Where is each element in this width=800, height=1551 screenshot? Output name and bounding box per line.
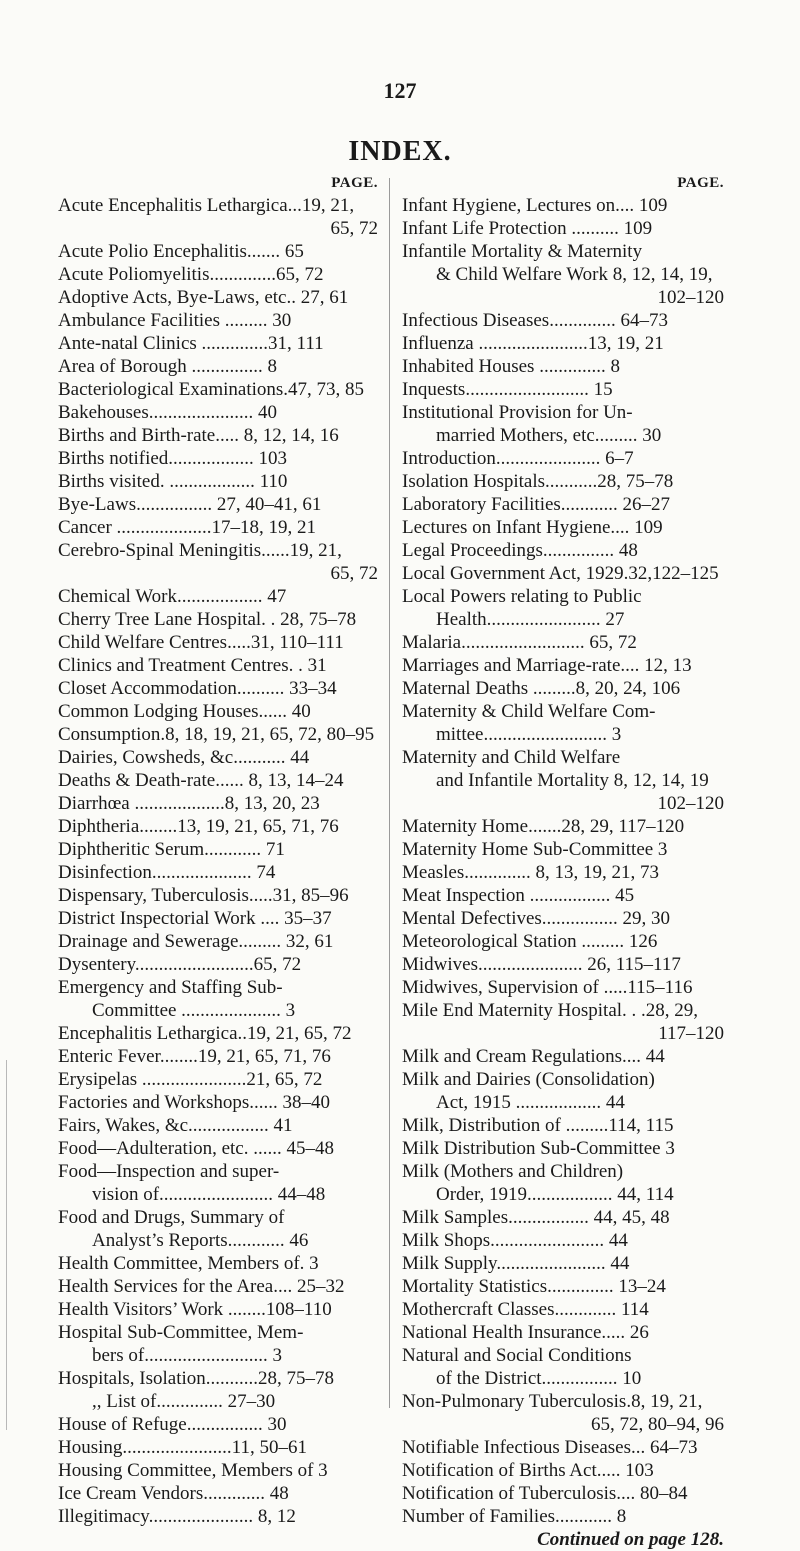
index-entry: Maternal Deaths .........8, 20, 24, 106 bbox=[402, 678, 681, 699]
index-entry: Influenza .......................13, 19, 21 bbox=[402, 333, 664, 354]
index-entry: Mile End Maternity Hospital. . .28, 29, bbox=[402, 1000, 699, 1021]
index-entry: married Mothers, etc......... 30 bbox=[436, 425, 662, 446]
index-entry: Births and Birth-rate..... 8, 12, 14, 16 bbox=[58, 425, 339, 446]
index-entry: Health Committee, Members of. 3 bbox=[58, 1253, 319, 1274]
index-entry: Births notified.................. 103 bbox=[58, 448, 288, 469]
index-entry: Housing Committee, Members of 3 bbox=[58, 1460, 328, 1481]
index-entry: Milk Shops........................ 44 bbox=[402, 1230, 628, 1251]
page-column-header: PAGE. bbox=[677, 175, 724, 191]
index-entry: Milk Samples................. 44, 45, 48 bbox=[402, 1207, 670, 1228]
index-entry: Consumption.8, 18, 19, 21, 65, 72, 80–95 bbox=[58, 724, 375, 745]
index-entry: Lectures on Infant Hygiene.... 109 bbox=[402, 517, 663, 538]
index-entry: Milk Supply....................... 44 bbox=[402, 1253, 630, 1274]
index-entry: Notification of Tuberculosis.... 80–84 bbox=[402, 1483, 688, 1504]
index-entry: Institutional Provision for Un- bbox=[402, 402, 633, 423]
index-entry: Diphtheria........13, 19, 21, 65, 71, 76 bbox=[58, 816, 339, 837]
index-entry: Inhabited Houses .............. 8 bbox=[402, 356, 620, 377]
index-entry: Acute Poliomyelitis..............65, 72 bbox=[58, 264, 324, 285]
index-entry: Chemical Work.................. 47 bbox=[58, 586, 287, 607]
index-entry: House of Refuge................ 30 bbox=[58, 1414, 287, 1435]
page-number: 127 bbox=[383, 78, 417, 103]
index-entry: Bye-Laws................ 27, 40–41, 61 bbox=[58, 494, 322, 515]
index-entry: Dysentery.........................65, 72 bbox=[58, 954, 302, 975]
index-entry: & Child Welfare Work 8, 12, 14, 19, bbox=[436, 264, 713, 285]
index-entry: Local Government Act, 1929.32,122–125 bbox=[402, 563, 719, 584]
index-entry: 102–120 bbox=[657, 793, 724, 814]
right-entries bbox=[402, 194, 724, 1528]
index-entry: Acute Encephalitis Lethargica...19, 21, bbox=[58, 195, 355, 216]
index-column-left bbox=[58, 172, 378, 1528]
index-entry: Diphtheritic Serum............ 71 bbox=[58, 839, 285, 860]
index-entry: Legal Proceedings............... 48 bbox=[402, 540, 638, 561]
index-entry: National Health Insurance..... 26 bbox=[402, 1322, 649, 1343]
index-entry: Natural and Social Conditions bbox=[402, 1345, 632, 1366]
index-entry: Milk (Mothers and Children) bbox=[402, 1161, 624, 1182]
index-entry: Ambulance Facilities ......... 30 bbox=[58, 310, 292, 331]
index-entry: Isolation Hospitals...........28, 75–78 bbox=[402, 471, 674, 492]
index-entry: Common Lodging Houses...... 40 bbox=[58, 701, 311, 722]
index-entry: Bakehouses...................... 40 bbox=[58, 402, 278, 423]
index-entry: Hospital Sub-Committee, Mem- bbox=[58, 1322, 304, 1343]
index-entry: Meteorological Station ......... 126 bbox=[402, 931, 658, 952]
index-entry: Adoptive Acts, Bye-Laws, etc.. 27, 61 bbox=[58, 287, 349, 308]
index-entry: mittee.......................... 3 bbox=[436, 724, 622, 745]
index-entry: Milk Distribution Sub-Committee 3 bbox=[402, 1138, 675, 1159]
index-entry: of the District................ 10 bbox=[436, 1368, 642, 1389]
index-entry: Mothercraft Classes............. 114 bbox=[402, 1299, 649, 1320]
index-entry: Births visited. .................. 110 bbox=[58, 471, 288, 492]
index-entry: Clinics and Treatment Centres. . 31 bbox=[58, 655, 327, 676]
index-entry: Milk and Cream Regulations.... 44 bbox=[402, 1046, 665, 1067]
index-entry: Number of Families............ 8 bbox=[402, 1506, 627, 1527]
index-entry: vision of........................ 44–48 bbox=[92, 1184, 326, 1205]
index-entry: Mortality Statistics.............. 13–24 bbox=[402, 1276, 666, 1297]
index-entry: Bacteriological Examinations.47, 73, 85 bbox=[58, 379, 365, 400]
index-entry: Emergency and Staffing Sub- bbox=[58, 977, 283, 998]
index-entry: Area of Borough ............... 8 bbox=[58, 356, 277, 377]
index-entry: Infant Life Protection .......... 109 bbox=[402, 218, 653, 239]
continued-note: Continued on page 128. bbox=[537, 1529, 724, 1550]
index-entry: Introduction...................... 6–7 bbox=[402, 448, 634, 469]
index-entry: Dispensary, Tuberculosis.....31, 85–96 bbox=[58, 885, 349, 906]
index-entry: Encephalitis Lethargica..19, 21, 65, 72 bbox=[58, 1023, 352, 1044]
index-entry: Infantile Mortality & Maternity bbox=[402, 241, 643, 262]
index-entry: Maternity and Child Welfare bbox=[402, 747, 621, 768]
index-entry: Midwives, Supervision of .....115–116 bbox=[402, 977, 693, 998]
index-entry: 65, 72, 80–94, 96 bbox=[591, 1414, 724, 1435]
index-entry: Health........................ 27 bbox=[436, 609, 625, 630]
index-entry: Infectious Diseases.............. 64–73 bbox=[402, 310, 668, 331]
index-entry: Food—Inspection and super- bbox=[58, 1161, 280, 1182]
index-entry: Ante-natal Clinics ..............31, 111 bbox=[58, 333, 324, 354]
index-entry: Cancer ....................17–18, 19, 21 bbox=[58, 517, 317, 538]
index-entry: Malaria.......................... 65, 72 bbox=[402, 632, 637, 653]
index-entry: Housing.......................11, 50–61 bbox=[58, 1437, 307, 1458]
scan-edge-mark bbox=[6, 1060, 7, 1430]
index-entry: Meat Inspection ................. 45 bbox=[402, 885, 635, 906]
index-entry: Maternity Home Sub-Committee 3 bbox=[402, 839, 668, 860]
page-title: INDEX. bbox=[348, 136, 452, 167]
index-entry: Analyst’s Reports............ 46 bbox=[92, 1230, 309, 1251]
index-entry: Health Visitors’ Work ........108–110 bbox=[58, 1299, 332, 1320]
index-entry: Mental Defectives................ 29, 30 bbox=[402, 908, 671, 929]
index-entry: Illegitimacy...................... 8, 12 bbox=[58, 1506, 296, 1527]
left-entries bbox=[58, 194, 378, 1528]
index-entry: Hospitals, Isolation...........28, 75–78 bbox=[58, 1368, 335, 1389]
index-entry: Disinfection..................... 74 bbox=[58, 862, 276, 883]
index-entry: Food—Adulteration, etc. ...... 45–48 bbox=[58, 1138, 334, 1159]
index-entry: Fairs, Wakes, &c................. 41 bbox=[58, 1115, 293, 1136]
index-entry: 65, 72 bbox=[330, 218, 378, 239]
index-entry: Infant Hygiene, Lectures on.... 109 bbox=[402, 195, 668, 216]
index-entry: Health Services for the Area.... 25–32 bbox=[58, 1276, 345, 1297]
index-entry: Erysipelas ......................21, 65, 72 bbox=[58, 1069, 323, 1090]
index-entry: Act, 1915 .................. 44 bbox=[436, 1092, 625, 1113]
index-entry: Drainage and Sewerage......... 32, 61 bbox=[58, 931, 334, 952]
index-entry: 102–120 bbox=[657, 287, 724, 308]
index-entry: Food and Drugs, Summary of bbox=[58, 1207, 285, 1228]
index-entry: Notification of Births Act..... 103 bbox=[402, 1460, 654, 1481]
index-entry: Non-Pulmonary Tuberculosis.8, 19, 21, bbox=[402, 1391, 703, 1412]
index-entry: 65, 72 bbox=[330, 563, 378, 584]
index-entry: Milk and Dairies (Consolidation) bbox=[402, 1069, 655, 1090]
index-entry: ,, List of.............. 27–30 bbox=[92, 1391, 276, 1412]
index-entry: Enteric Fever........19, 21, 65, 71, 76 bbox=[58, 1046, 331, 1067]
index-entry: Maternity & Child Welfare Com- bbox=[402, 701, 656, 722]
index-entry: Notifiable Infectious Diseases... 64–73 bbox=[402, 1437, 698, 1458]
index-entry: bers of.......................... 3 bbox=[92, 1345, 282, 1366]
index-entry: Measles.............. 8, 13, 19, 21, 73 bbox=[402, 862, 660, 883]
index-entry: Midwives...................... 26, 115–117 bbox=[402, 954, 681, 975]
index-entry: Milk, Distribution of .........114, 115 bbox=[402, 1115, 674, 1136]
index-entry: Factories and Workshops...... 38–40 bbox=[58, 1092, 331, 1113]
index-entry: Maternity Home.......28, 29, 117–120 bbox=[402, 816, 685, 837]
index-entry: Dairies, Cowsheds, &c........... 44 bbox=[58, 747, 310, 768]
index-entry: Deaths & Death-rate...... 8, 13, 14–24 bbox=[58, 770, 344, 791]
index-entry: Marriages and Marriage-rate.... 12, 13 bbox=[402, 655, 692, 676]
page-column-header: PAGE. bbox=[331, 175, 378, 191]
index-entry: Committee ..................... 3 bbox=[92, 1000, 296, 1021]
index-entry: Cerebro-Spinal Meningitis......19, 21, bbox=[58, 540, 342, 561]
index-entry: Diarrhœa ...................8, 13, 20, 23 bbox=[58, 793, 320, 814]
index-entry: Acute Polio Encephalitis....... 65 bbox=[58, 241, 304, 262]
index-entry: Closet Accommodation.......... 33–34 bbox=[58, 678, 337, 699]
index-entry: 117–120 bbox=[658, 1023, 724, 1044]
index-entry: Child Welfare Centres.....31, 110–111 bbox=[58, 632, 344, 653]
index-entry: Order, 1919.................. 44, 114 bbox=[436, 1184, 674, 1205]
index-entry: and Infantile Mortality 8, 12, 14, 19 bbox=[436, 770, 709, 791]
index-entry: District Inspectorial Work .... 35–37 bbox=[58, 908, 332, 929]
index-entry: Ice Cream Vendors............. 48 bbox=[58, 1483, 289, 1504]
index-entry: Inquests.......................... 15 bbox=[402, 379, 613, 400]
index-entry: Laboratory Facilities............ 26–27 bbox=[402, 494, 671, 515]
column-divider bbox=[389, 178, 390, 1408]
index-entry: Cherry Tree Lane Hospital. . 28, 75–78 bbox=[58, 609, 357, 630]
index-column-right bbox=[402, 172, 724, 1551]
index-entry: Local Powers relating to Public bbox=[402, 586, 642, 607]
